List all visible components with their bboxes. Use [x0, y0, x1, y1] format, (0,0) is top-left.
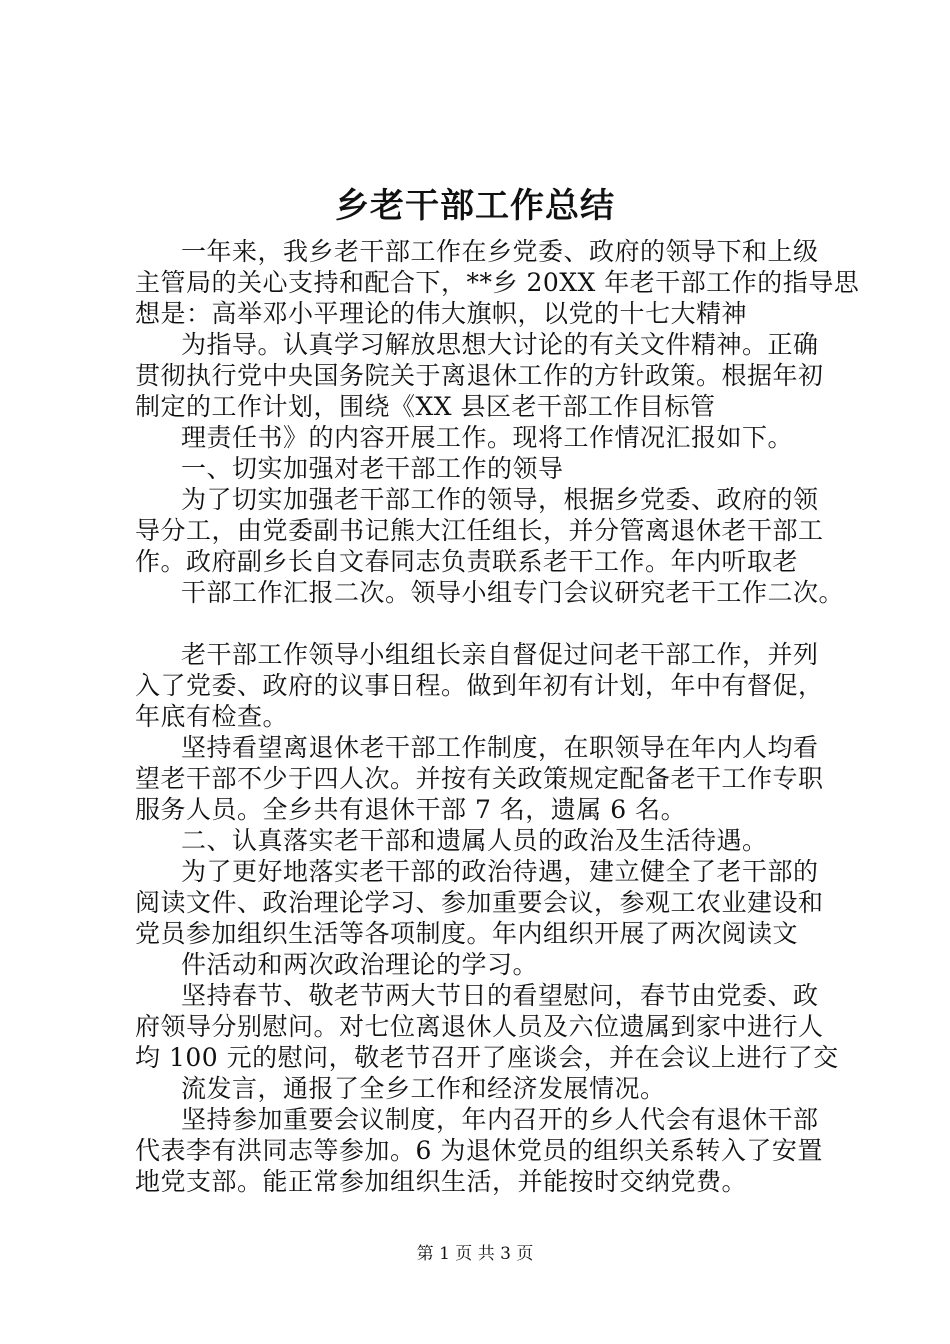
- paragraph-line: 导分工，由党委副书记熊大江任组长，并分管离退休老干部工: [135, 516, 824, 545]
- section-heading: 二、认真落实老干部和遗属人员的政治及生活待遇。: [181, 826, 768, 855]
- paragraph-line: 入了党委、政府的议事日程。做到年初有计划，年中有督促，: [135, 671, 824, 700]
- paragraph-line: 府领导分别慰问。对七位离退休人员及六位遗属到家中进行人: [135, 1012, 824, 1041]
- paragraph-line: 为指导。认真学习解放思想大讨论的有关文件精神。正确: [181, 330, 819, 359]
- section-heading: 一、切实加强对老干部工作的领导: [181, 454, 564, 483]
- page-footer: 第 1 页 共 3 页: [416, 1244, 534, 1264]
- paragraph-line: 坚持参加重要会议制度，年内召开的乡人代会有退休干部: [181, 1105, 819, 1134]
- paragraph-line: 一年来，我乡老干部工作在乡党委、政府的领导下和上级: [181, 237, 819, 266]
- paragraph-line: 望老干部不少于四人次。并按有关政策规定配备老干工作专职: [135, 764, 824, 793]
- paragraph-line: 件活动和两次政治理论的学习。: [181, 950, 539, 979]
- paragraph-line: 为了切实加强老干部工作的领导，根据乡党委、政府的领: [181, 485, 819, 514]
- paragraph-line: 阅读文件、政治理论学习、参加重要会议，参观工农业建设和: [135, 888, 824, 917]
- paragraph-line: 制定的工作计划，围绕《XX 县区老干部工作目标管: [135, 392, 716, 421]
- document-title: 乡老干部工作总结: [335, 186, 615, 226]
- paragraph-line: 党员参加组织生活等各项制度。年内组织开展了两次阅读文: [135, 919, 799, 948]
- paragraph-line: 老干部工作领导小组组长亲自督促过问老干部工作，并列: [181, 640, 819, 669]
- paragraph-gap: [135, 608, 835, 639]
- paragraph-line: 代表李有洪同志等参加。6 为退休党员的组织关系转入了安置: [135, 1136, 823, 1165]
- paragraph-line: 服务人员。全乡共有退休干部 7 名，遗属 6 名。: [135, 795, 687, 824]
- paragraph-line: 年底有检查。: [135, 702, 289, 731]
- paragraph-line: 主管局的关心支持和配合下，**乡 20XX 年老干部工作的指导思: [135, 268, 860, 297]
- paragraph-line: 作。政府副乡长自文春同志负责联系老干工作。年内听取老: [135, 547, 799, 576]
- paragraph-line: 想是：高举邓小平理论的伟大旗帜，以党的十七大精神: [135, 299, 748, 328]
- paragraph-line: 理责任书》的内容开展工作。现将工作情况汇报如下。: [181, 423, 794, 452]
- document-body: [135, 236, 860, 1197]
- paragraph-line: 均 100 元的慰问，敬老节召开了座谈会，并在会议上进行了交: [135, 1043, 839, 1072]
- paragraph-line: 贯彻执行党中央国务院关于离退休工作的方针政策。根据年初: [135, 361, 824, 390]
- paragraph-line: 干部工作汇报二次。领导小组专门会议研究老干工作二次。: [181, 578, 845, 607]
- paragraph-line: 坚持春节、敬老节两大节日的看望慰问，春节由党委、政: [181, 981, 819, 1010]
- paragraph-line: 流发言，通报了全乡工作和经济发展情况。: [181, 1074, 666, 1103]
- paragraph-line: 地党支部。能正常参加组织生活，并能按时交纳党费。: [135, 1167, 748, 1196]
- paragraph-line: 为了更好地落实老干部的政治待遇，建立健全了老干部的: [181, 857, 819, 886]
- paragraph-line: 坚持看望离退休老干部工作制度，在职领导在年内人均看: [181, 733, 819, 762]
